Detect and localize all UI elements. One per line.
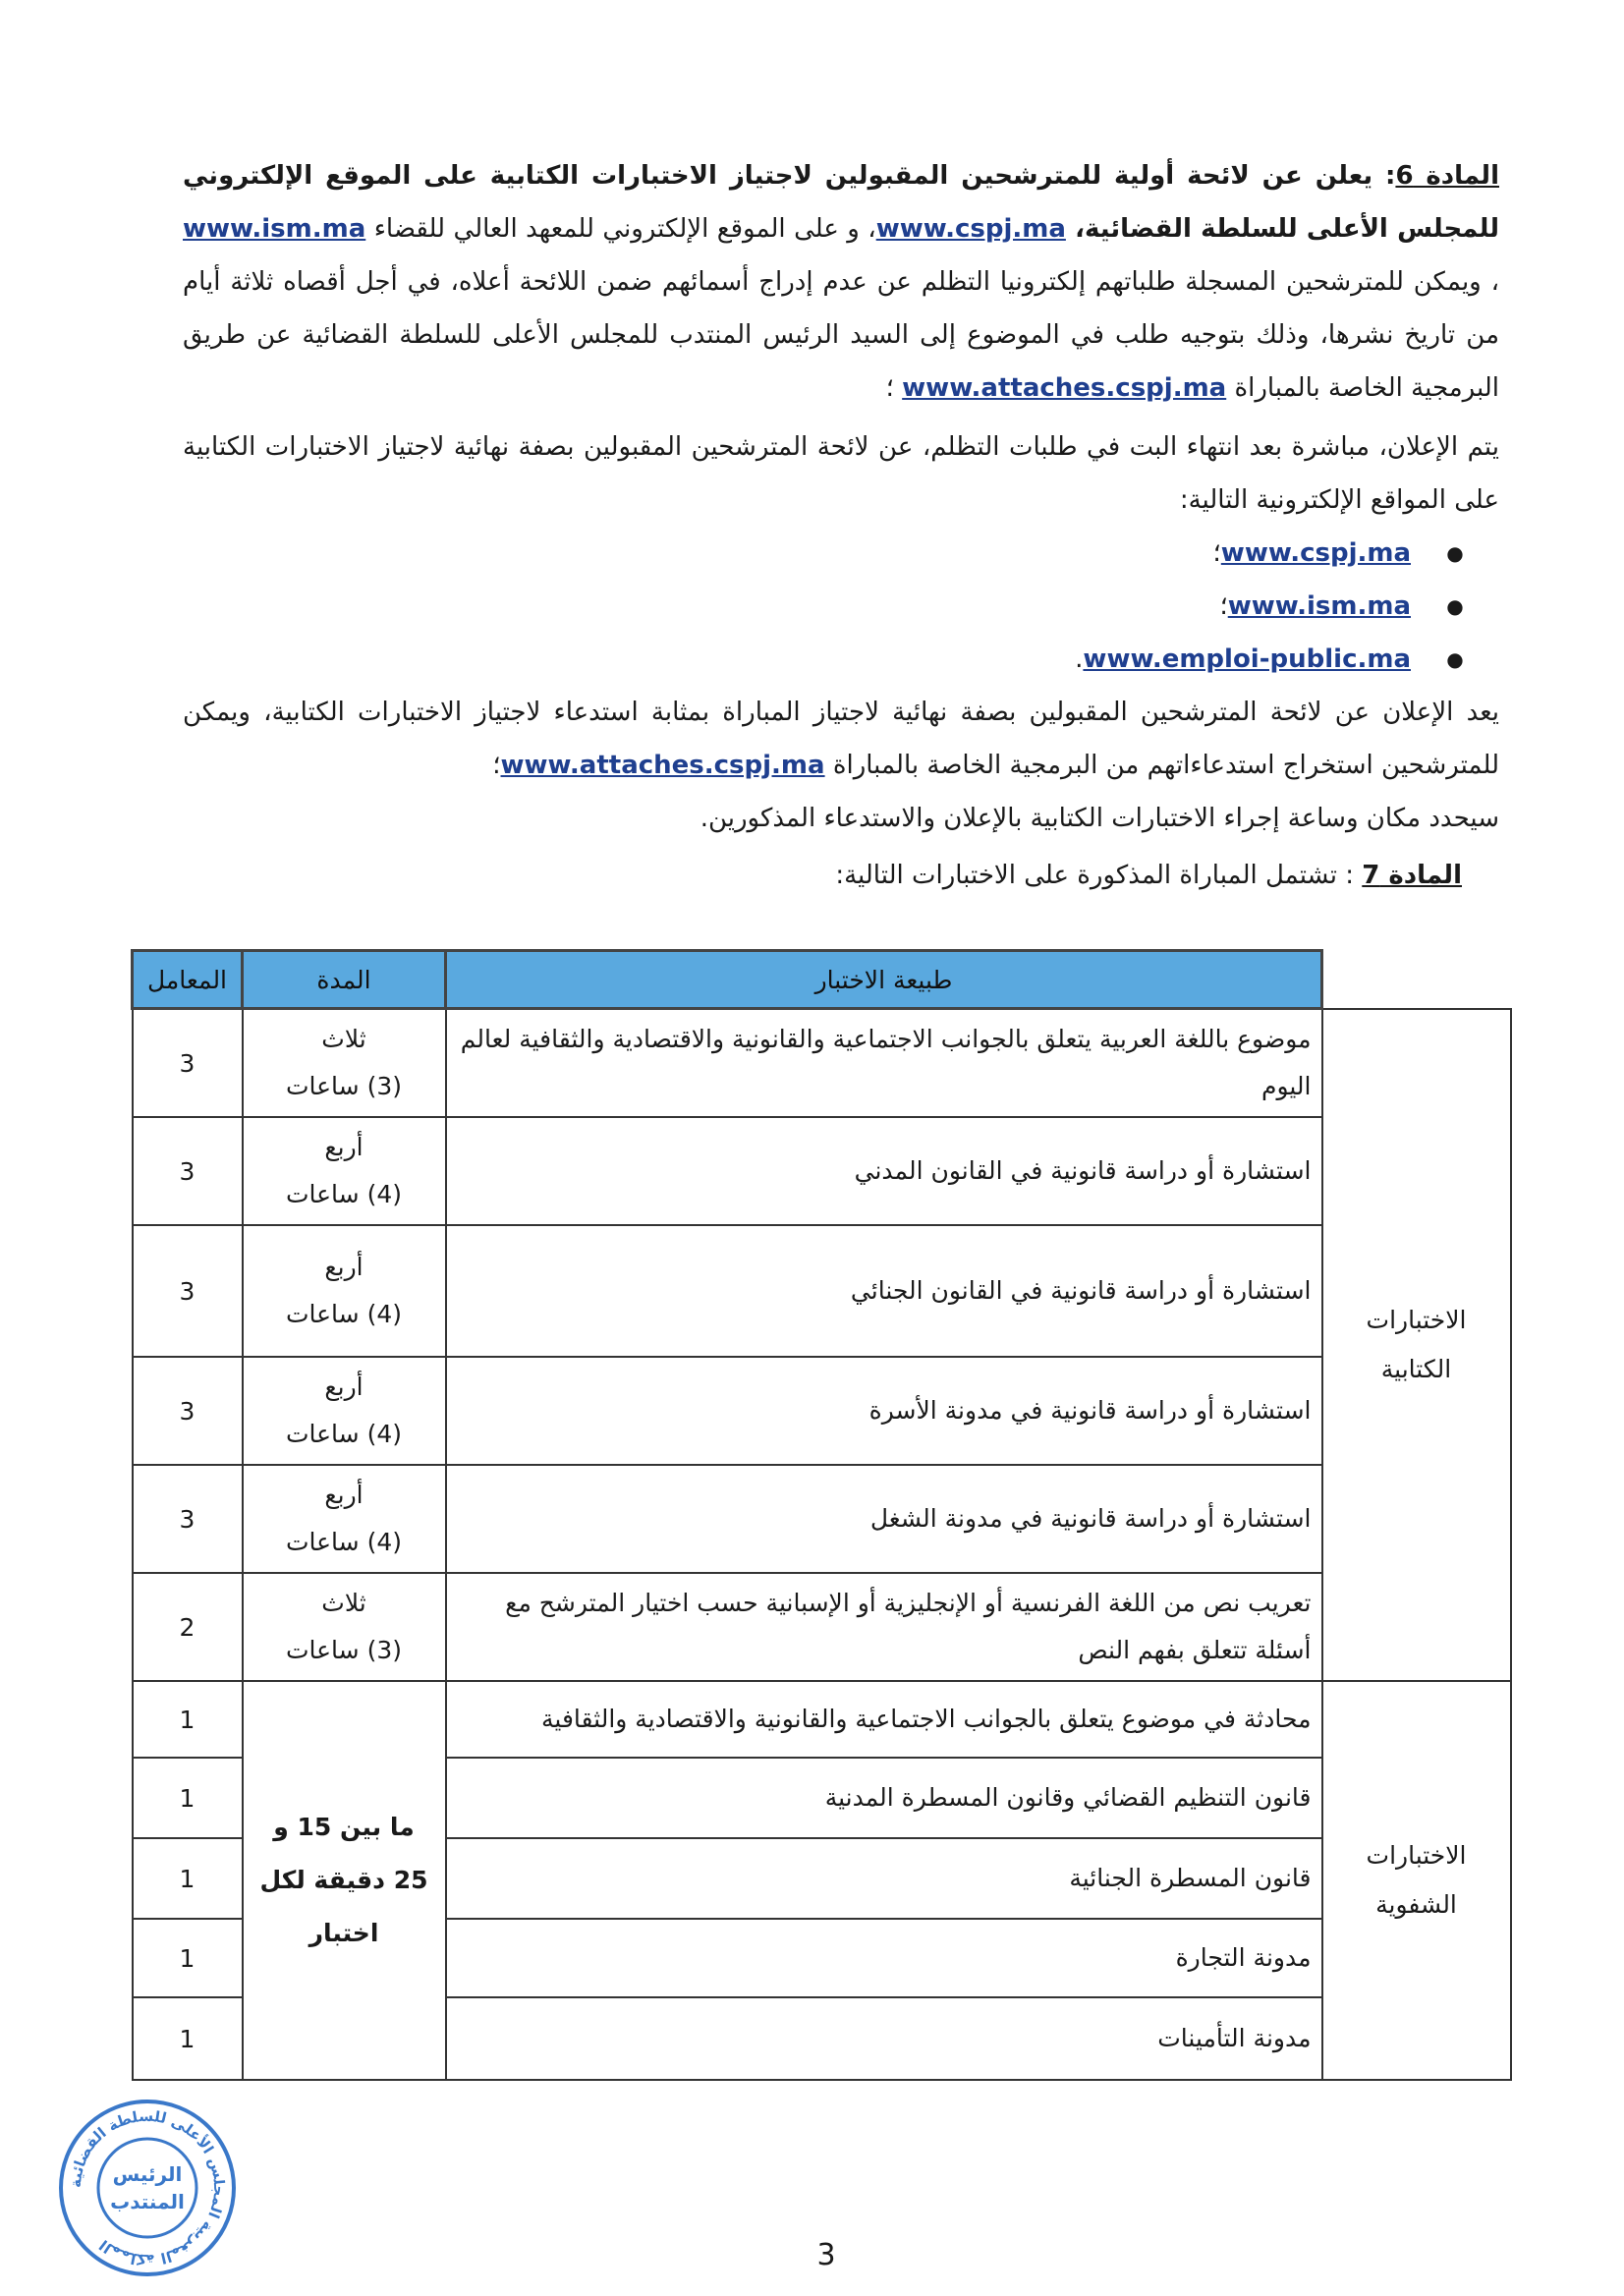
article-6-text-1: : يعلن عن لائحة أولية للمترشحين المقبولين لاجتياز الاختبارات الكتابية على الموقع الإلكتروني للمجلس الأعلى للسلطة القضائية، — [183, 161, 1499, 244]
nature-cell: محادثة في موضوع يتعلق بالجوانب الاجتماعية والقانونية والاقتصادية والثقافية — [446, 1681, 1322, 1758]
table-row — [133, 1225, 1511, 1357]
coefficient-cell: 3 — [133, 1009, 243, 1118]
coefficient-cell: 1 — [133, 1919, 243, 1997]
table-row — [133, 1117, 1511, 1225]
duration-hours: (4) ساعات — [285, 1180, 402, 1208]
article-6-text-7: ؛ — [492, 751, 501, 780]
nature-cell: استشارة أو دراسة قانونية في مدونة الأسرة — [446, 1357, 1322, 1465]
oral-group-cell — [1322, 1681, 1511, 2080]
duration-word: أربع — [324, 1481, 364, 1509]
coefficient-cell: 1 — [133, 1681, 243, 1758]
table-header-row — [133, 951, 1511, 1009]
site-link-emploi-public[interactable]: www.emploi-public.ma — [1083, 644, 1411, 674]
nature-cell: تعريب نص من اللغة الفرنسية أو الإنجليزية أو الإسبانية حسب اختيار المترشح مع أسئلة تتعلق بفهم النص — [446, 1573, 1322, 1681]
duration-hours: (4) ساعات — [285, 1420, 402, 1448]
duration-cell — [243, 1009, 446, 1118]
article-6 — [183, 149, 1499, 845]
duration-word: ثلاث — [321, 1589, 366, 1617]
table-row — [133, 1465, 1511, 1573]
site-separator: . — [1075, 644, 1084, 674]
article-6-text-6: يعد الإعلان عن لائحة المترشحين المقبولين بصفة نهائية لاجتياز المباراة بمثابة استدعاء لاجتياز الاختبارات الكتابية، ويمكن للمترشحين استخراج استدعاءاتهم من البرمجية الخاصة بالمباراة — [183, 698, 1499, 780]
coefficient-cell: 3 — [133, 1117, 243, 1225]
page-number: 3 — [816, 2238, 836, 2272]
nature-cell: مدونة التجارة — [446, 1919, 1322, 1997]
site-separator: ؛ — [1212, 538, 1221, 568]
site-link-ism[interactable]: www.ism.ma — [1227, 591, 1411, 621]
stamp-ring-text — [67, 2107, 228, 2268]
written-group-label: الاختبارات الكتابية — [1366, 1305, 1467, 1383]
duration-hours: (3) ساعات — [285, 1636, 402, 1664]
stamp-center-line-1: الرئيس — [112, 2162, 183, 2186]
article-6-text-8: سيحدد مكان وساعة إجراء الاختبارات الكتابية بالإعلان والاستدعاء المذكورين. — [700, 804, 1499, 833]
oral-duration-text: ما بين 15 و 25 دقيقة لكل اختبار — [259, 1813, 428, 1947]
nature-cell: استشارة أو دراسة قانونية في مدونة الشغل — [446, 1465, 1322, 1573]
site-item — [183, 580, 1499, 633]
bullet-icon: ● — [1446, 541, 1464, 565]
duration-cell — [243, 1465, 446, 1573]
duration-hours: (4) ساعات — [285, 1300, 402, 1328]
duration-word: ثلاث — [321, 1025, 366, 1053]
table-row — [133, 1681, 1511, 1758]
official-stamp — [54, 2095, 241, 2281]
article-6-label: المادة 6 — [1395, 161, 1499, 191]
stamp-ring-textpath: المملكة المغربية المجلس الأعلى للسلطة القضائية — [66, 2106, 229, 2269]
link-attaches[interactable]: www.attaches.cspj.ma — [902, 373, 1227, 403]
duration-word: أربع — [324, 1133, 364, 1161]
coefficient-cell: 3 — [133, 1465, 243, 1573]
duration-hours: (3) ساعات — [285, 1072, 402, 1100]
sites-list — [183, 527, 1499, 686]
nature-cell: مدونة التأمينات — [446, 1997, 1322, 2080]
header-nature: طبيعة الاختبار — [446, 951, 1322, 1009]
site-separator: ؛ — [1219, 591, 1228, 621]
stamp-outer-ring — [61, 2101, 234, 2274]
nature-cell: استشارة أو دراسة قانونية في القانون المدني — [446, 1117, 1322, 1225]
site-item — [183, 527, 1499, 580]
exams-table-wrapper — [131, 949, 1512, 2081]
article-6-text-3: ، ويمكن للمترشحين المسجلة طلباتهم إلكترونيا التظلم عن عدم إدراج أسمائهم ضمن اللائحة أعلاه، في أجل أقصاه ثلاثة أيام من تاريخ نشرها، وذلك بتوجيه طلب في الموضوع إلى السيد الرئيس المنتدب للمجلس الأعلى للسلطة القضائية عن طريق البرمجية الخاصة بالمباراة — [183, 267, 1499, 403]
duration-cell — [243, 1117, 446, 1225]
table-row — [133, 1357, 1511, 1465]
article-7 — [185, 849, 1462, 902]
nature-cell: استشارة أو دراسة قانونية في القانون الجنائي — [446, 1225, 1322, 1357]
article-6-text-2: ، و على الموقع الإلكتروني للمعهد العالي للقضاء — [365, 214, 876, 244]
coefficient-cell: 2 — [133, 1573, 243, 1681]
coefficient-cell: 3 — [133, 1357, 243, 1465]
link-ism[interactable]: www.ism.ma — [183, 214, 366, 244]
written-group-cell — [1322, 1009, 1511, 1682]
duration-cell — [243, 1225, 446, 1357]
bullet-icon: ● — [1446, 647, 1464, 671]
table-row — [133, 1009, 1511, 1118]
duration-word: أربع — [324, 1372, 364, 1401]
link-attaches-2[interactable]: www.attaches.cspj.ma — [500, 751, 825, 780]
header-coefficient: المعامل — [133, 951, 243, 1009]
duration-word: أربع — [324, 1253, 364, 1281]
site-item — [183, 633, 1499, 686]
coefficient-cell: 3 — [133, 1225, 243, 1357]
table-row — [133, 1573, 1511, 1681]
stamp-inner-ring — [98, 2139, 196, 2237]
header-duration: المدة — [243, 951, 446, 1009]
link-cspj[interactable]: www.cspj.ma — [875, 214, 1066, 244]
article-6-text-4: ؛ — [885, 373, 903, 403]
bullet-icon: ● — [1446, 594, 1464, 618]
oral-duration-cell — [243, 1681, 446, 2080]
duration-cell — [243, 1357, 446, 1465]
exams-table — [131, 949, 1512, 2081]
nature-cell: قانون التنظيم القضائي وقانون المسطرة المدنية — [446, 1758, 1322, 1838]
coefficient-cell: 1 — [133, 1997, 243, 2080]
article-7-text: : تشتمل المباراة المذكورة على الاختبارات التالية: — [835, 861, 1363, 890]
article-6-text-5: يتم الإعلان، مباشرة بعد انتهاء البت في طلبات التظلم، عن لائحة المترشحين المقبولين بصفة نهائية لاجتياز الاختبارات الكتابية على المواقع الإلكترونية التالية: — [183, 432, 1499, 515]
duration-hours: (4) ساعات — [285, 1528, 402, 1556]
stamp-center-line-2: المنتدب — [110, 2190, 185, 2213]
header-blank — [1322, 951, 1511, 1009]
nature-cell: موضوع باللغة العربية يتعلق بالجوانب الاجتماعية والقانونية والاقتصادية والثقافية لعالم اليوم — [446, 1009, 1322, 1118]
site-link-cspj[interactable]: www.cspj.ma — [1220, 538, 1411, 568]
oral-group-label: الاختبارات الشفوية — [1366, 1841, 1467, 1919]
coefficient-cell: 1 — [133, 1838, 243, 1919]
coefficient-cell: 1 — [133, 1758, 243, 1838]
nature-cell: قانون المسطرة الجنائية — [446, 1838, 1322, 1919]
article-7-label: المادة 7 — [1362, 861, 1462, 890]
duration-cell — [243, 1573, 446, 1681]
